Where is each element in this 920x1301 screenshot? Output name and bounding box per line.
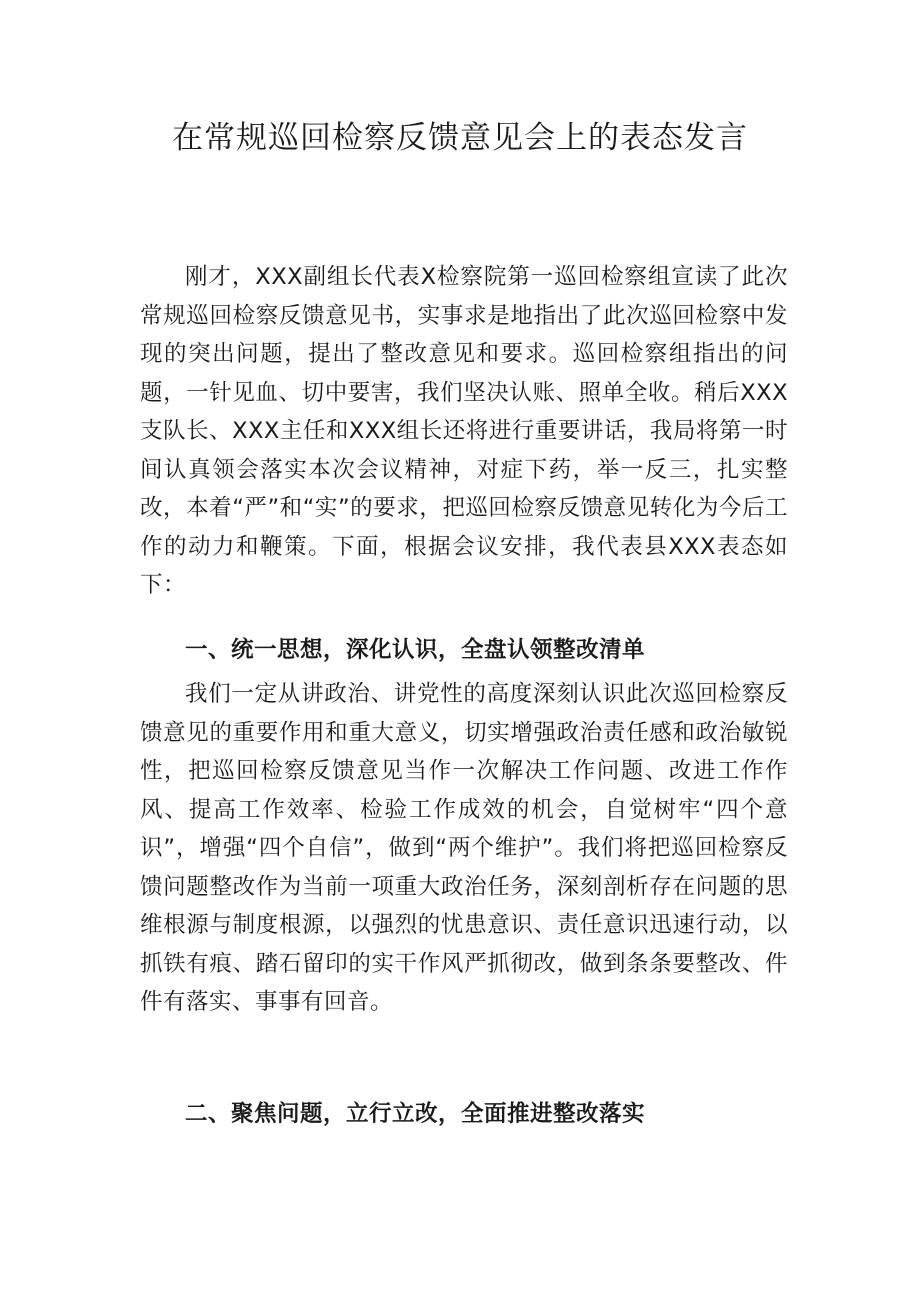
section-heading-2: 二、聚焦问题，立行立改，全面推进整改落实 — [185, 1101, 646, 1127]
section-heading-1: 一、统一思想，深化认识，全盘认领整改清单 — [185, 637, 646, 663]
paragraph-section-1: 我们一定从讲政治、讲党性的高度深刻认识此次巡回检察反馈意见的重要作用和重大意义，切实增强政治责任感和政治敏锐性，把巡回检察反馈意见当作一次解决工作问题、改进工作作风、提高工作效率、检验工作成效的机会，自觉树牢“四个意识”，增强“四个自信”，做到“两个维护”。我们将把巡回检察反馈问题整改作为当前一项重大政治任务，深刻剖析存在问题的思维根源与制度根源，以强烈的忧患意识、责任意识迅速行动，以抓铁有痕、踏石留印的实干作风严抓彻改，做到条条要整改、件件有落实、事事有回音。 — [140, 681, 788, 1015]
paragraph-intro: 刚才，XXX副组长代表X检察院第一巡回检察组宣读了此次常规巡回检察反馈意见书，实事求是地指出了此次巡回检察中发现的突出问题，提出了整改意见和要求。巡回检察组指出的问题，一针见血、切中要害，我们坚决认账、照单全收。稍后XXX支队长、XXX主任和XXX组长还将进行重要讲话，我局将第一时间认真领会落实本次会议精神，对症下药，举一反三，扎实整改，本着“严”和“实”的要求，把巡回检察反馈意见转化为今后工作的动力和鞭策。下面，根据会议安排，我代表县XXX表态如下： — [140, 264, 788, 598]
document-title: 在常规巡回检察反馈意见会上的表态发言 — [172, 120, 748, 156]
